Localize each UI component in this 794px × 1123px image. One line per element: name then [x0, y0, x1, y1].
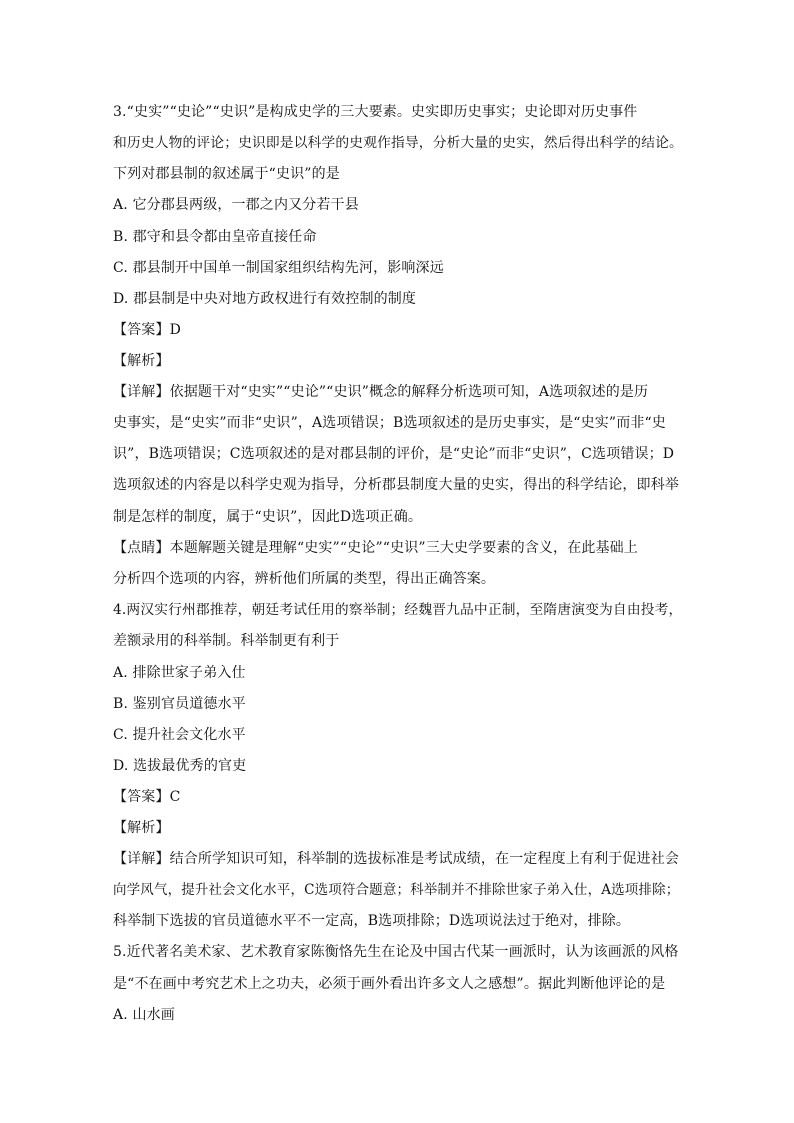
detail-line: 识”，B选项错误；C选项叙述的是对郡县制的评价，是“史论”而非“史识”，C选项错误；D	[113, 446, 675, 462]
question-stem-line: 下列对郡县制的叙述属于“史识”的是	[113, 166, 340, 182]
comment-line: 分析四个选项的内容，辨析他们所属的类型，得出正确答案。	[113, 571, 496, 587]
question-stem-line: 是“不在画中考究艺术上之功夫，必须于画外看出许多文人之感想”。据此判断他评论的是	[113, 976, 666, 992]
option-b: B. 郡守和县令都由皇帝直接任命	[113, 229, 317, 245]
comment-line: 【点睛】本题解题关键是理解“史实”“史论”“史识”三大史学要素的含义，在此基础上	[113, 540, 638, 556]
option-c: C. 提升社会文化水平	[113, 727, 246, 743]
answer-line: 【答案】C	[113, 789, 181, 805]
detail-line: 科举制下选拔的官员道德水平不一定高，B选项排除；D选项说法过于绝对，排除。	[113, 913, 631, 929]
detail-line: 向学风气，提升社会文化水平，C选项符合题意；科举制并不排除世家子弟入仕，A选项排除；	[113, 882, 680, 898]
question-stem-line: 5.近代著名美术家、艺术教育家陈衡恪先生在论及中国古代某一画派时，认为该画派的风格	[113, 944, 679, 960]
detail-line: 史事实，是“史实”而非“史识”，A选项错误；B选项叙述的是历史事实，是“史实”而非“史	[113, 415, 666, 431]
option-d: D. 郡县制是中央对地方政权进行有效控制的制度	[113, 291, 417, 307]
analysis-label: 【解析】	[113, 820, 170, 836]
option-a: A. 山水画	[113, 1007, 175, 1023]
question-stem-line: 3.“史实”“史论”“史识”是构成史学的三大要素。史实即历史事实；史论即对历史事件	[113, 104, 638, 120]
option-a: A. 排除世家子弟入仕	[113, 665, 246, 681]
answer-line: 【答案】D	[113, 322, 181, 338]
question-stem-line: 差额录用的科举制。科举制更有利于	[113, 633, 340, 649]
option-a: A. 它分郡县两级，一郡之内又分若干县	[113, 197, 359, 213]
analysis-label: 【解析】	[113, 353, 170, 369]
detail-line: 【详解】依据题干对“史实”“史论”“史识”概念的解释分析选项可知，A选项叙述的是历	[113, 384, 649, 400]
detail-line: 制是怎样的制度，属于“史识”，因此D选项正确。	[113, 509, 422, 525]
question-stem-line: 和历史人物的评论；史识即是以科学的史观作指导，分析大量的史实，然后得出科学的结论。	[113, 135, 683, 151]
detail-line: 【详解】结合所学知识可知，科举制的选拔标准是考试成绩，在一定程度上有利于促进社会	[113, 851, 679, 867]
question-stem-line: 4.两汉实行州郡推荐，朝廷考试任用的察举制；经魏晋九品中正制，至隋唐演变为自由投考，	[113, 602, 683, 618]
detail-line: 选项叙述的内容是以科学史观为指导，分析郡县制度大量的史实，得出的科学结论，即科举	[113, 477, 679, 493]
option-d: D. 选拔最优秀的官吏	[113, 758, 247, 774]
option-b: B. 鉴别官员道德水平	[113, 696, 246, 712]
option-c: C. 郡县制开中国单一制国家组织结构先河，影响深远	[113, 260, 444, 276]
